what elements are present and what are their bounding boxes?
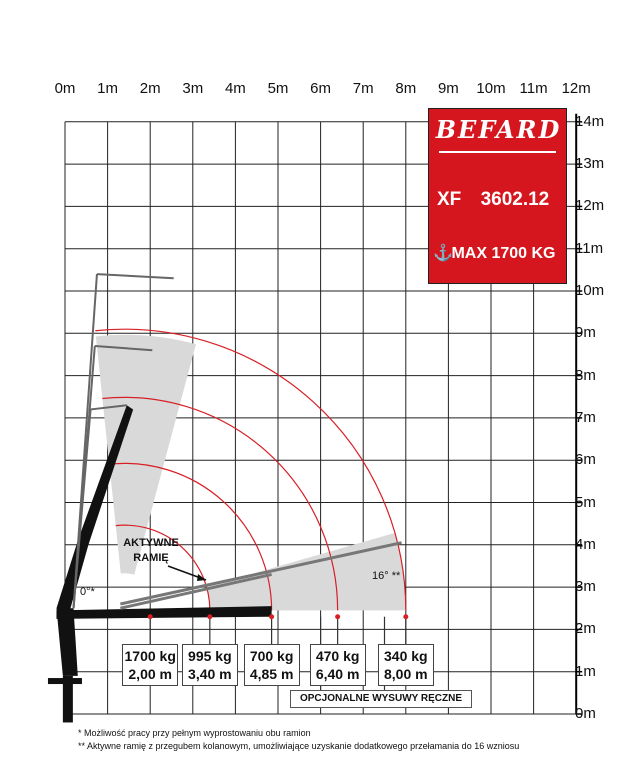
x-tick-label: 0m	[54, 80, 76, 97]
x-tick-label: 6m	[310, 80, 332, 97]
capacity-box	[244, 644, 300, 686]
y-tick-label: 7m	[575, 408, 596, 426]
capacity-reach: 8,00 m	[384, 666, 428, 682]
capacity-load: 470 kg	[315, 648, 360, 664]
y-tick-label: 8m	[575, 366, 596, 384]
x-tick-label: 2m	[139, 80, 161, 97]
reach-point	[207, 614, 212, 619]
footnote-1: * Możliwość pracy przy pełnym wyprostowaniu obu ramion	[78, 728, 311, 738]
logo-underline	[439, 151, 556, 153]
y-tick-label: 3m	[575, 578, 596, 596]
x-tick-label: 7m	[352, 80, 374, 97]
capacity-load: 700 kg	[249, 648, 294, 664]
y-tick-label: 9m	[575, 324, 596, 342]
x-tick-label: 1m	[97, 80, 119, 97]
model-row	[437, 189, 563, 211]
hook-icon: ⚓	[433, 245, 453, 262]
horizontal-arm	[56, 606, 271, 619]
angle-sixteen-label: 16° **	[372, 570, 401, 582]
x-tick-label: 10m	[476, 80, 506, 97]
x-tick-label: 4m	[224, 80, 246, 97]
x-tick-label: 5m	[267, 80, 289, 97]
reach-point	[148, 614, 153, 619]
jib-outline	[97, 274, 174, 278]
footnote-2: ** Aktywne ramię z przegubem kolanowym, umożliwiające uzyskanie dodatkowego przełamania do 16 wzniosu	[78, 741, 520, 751]
active-arm-label: AKTYWNE RAMIĘ	[123, 537, 179, 564]
working-zones	[96, 335, 406, 611]
y-tick-label: 10m	[575, 282, 605, 299]
x-tick-label: 11m	[519, 80, 548, 97]
y-tick-label: 1m	[575, 662, 596, 680]
capacity-load: 995 kg	[188, 648, 232, 664]
active-arm-arrowhead	[197, 574, 206, 581]
brand-panel	[428, 108, 567, 284]
capacity-box	[310, 644, 366, 686]
reach-point	[335, 614, 340, 619]
x-tick-label: 3m	[182, 80, 204, 97]
x-tick-label: 9m	[437, 80, 459, 97]
capacity-reach: 4,85 m	[249, 666, 294, 682]
x-tick-label: 12m	[561, 80, 591, 97]
model-number: 3602.12	[480, 189, 550, 210]
upright-arm-outline	[74, 409, 91, 608]
reach-point	[269, 614, 274, 619]
capacity-reach: 6,40 m	[315, 666, 360, 682]
max-load: MAX 1700 KG	[451, 245, 556, 262]
y-tick-label: 11m	[575, 239, 604, 257]
y-tick-label: 5m	[575, 493, 596, 511]
x-tick-label: 8m	[395, 80, 417, 97]
y-tick-label: 4m	[575, 535, 596, 553]
angle-zero-label: 0°*	[80, 586, 95, 598]
y-tick-label: 14m	[575, 112, 605, 130]
capacity-reach: 3,40 m	[188, 666, 232, 682]
capacity-box	[122, 644, 178, 686]
y-tick-label: 6m	[575, 451, 596, 469]
capacity-load: 340 kg	[384, 648, 428, 664]
capacity-reach: 2,00 m	[128, 666, 172, 682]
max-load-row	[433, 243, 556, 263]
y-tick-label: 2m	[575, 620, 596, 638]
model-prefix: XF	[437, 189, 462, 210]
brand-logo: BEFARD	[435, 115, 562, 144]
y-tick-label: 13m	[575, 155, 605, 173]
optional-extensions-label: OPCJONALNE WYSUWY RĘCZNE	[290, 690, 472, 708]
capacity-box	[182, 644, 238, 686]
y-tick-label: 0m	[575, 705, 596, 722]
y-tick-label: 12m	[575, 197, 605, 215]
capacity-load: 1700 kg	[124, 648, 176, 664]
capacity-box	[378, 644, 434, 686]
reach-point	[403, 614, 408, 619]
crane-foot	[48, 678, 82, 684]
